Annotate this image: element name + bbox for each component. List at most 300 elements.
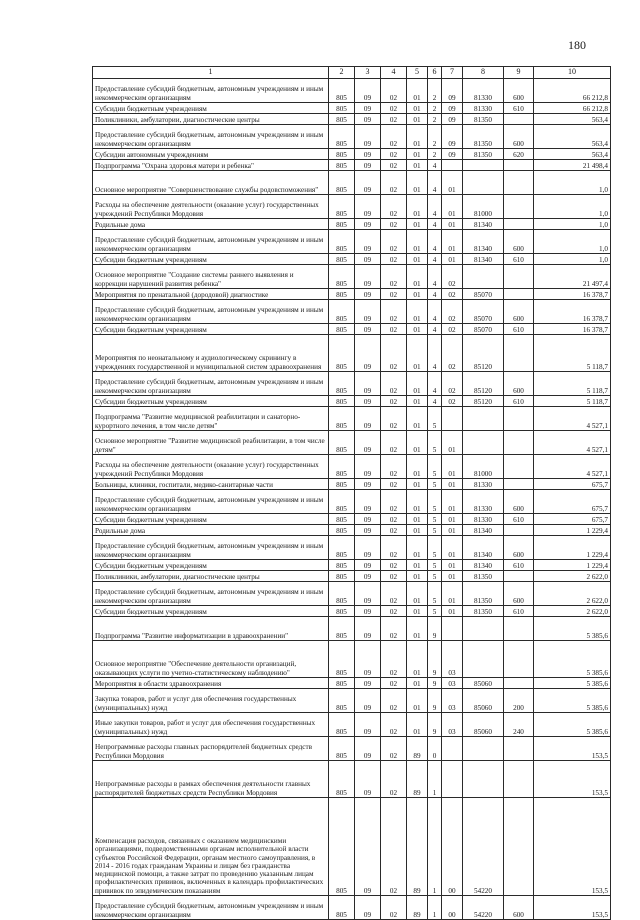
code-cell-c3: 09 [355,689,381,713]
table-row [93,125,611,149]
code-cell-c9 [504,289,534,300]
code-cell-c9 [504,737,534,761]
header-cell: 10 [534,67,611,79]
code-cell-c7: 01 [442,536,463,560]
code-cell-c2: 805 [329,114,355,125]
table-row [93,431,611,455]
table-row [93,490,611,514]
code-cell-c8 [463,431,504,455]
code-cell-c7: 01 [442,455,463,479]
code-cell-c6: 4 [428,230,442,254]
code-cell-c4: 02 [381,737,407,761]
code-cell-c3: 09 [355,479,381,490]
table-row [93,265,611,289]
table-row [93,114,611,125]
code-cell-c4: 02 [381,713,407,737]
row-name-cell: Предоставление субсидий бюджетным, автономным учреждениям и иным некоммерческим организациям [93,582,329,606]
code-cell-c9: 600 [504,896,534,920]
code-cell-c4: 02 [381,254,407,265]
code-cell-c5: 01 [407,571,428,582]
code-cell-c8: 81350 [463,582,504,606]
code-cell-c3: 09 [355,713,381,737]
table-row [93,560,611,571]
code-cell-c6: 4 [428,171,442,195]
code-cell-c3: 09 [355,289,381,300]
code-cell-c2: 805 [329,160,355,171]
code-cell-c9: 200 [504,689,534,713]
row-name-cell: Основное мероприятие "Совершенствование службы родовспоможения" [93,171,329,195]
code-cell-c7: 01 [442,479,463,490]
code-cell-c6: 4 [428,396,442,407]
code-cell-c8 [463,761,504,798]
table-row [93,455,611,479]
amount-cell: 1 229,4 [534,525,611,536]
code-cell-c5: 89 [407,896,428,920]
code-cell-c4: 02 [381,490,407,514]
code-cell-c6: 1 [428,798,442,896]
code-cell-c2: 805 [329,125,355,149]
code-cell-c4: 02 [381,536,407,560]
code-cell-c5: 01 [407,335,428,372]
code-cell-c2: 805 [329,79,355,103]
code-cell-c9 [504,431,534,455]
code-cell-c2: 805 [329,265,355,289]
row-name-cell: Предоставление субсидий бюджетным, автономным учреждениям и иным некоммерческим организациям [93,372,329,396]
code-cell-c7 [442,737,463,761]
code-cell-c6: 5 [428,490,442,514]
row-name-cell: Субсидии автономным учреждениям [93,149,329,160]
code-cell-c2: 805 [329,525,355,536]
code-cell-c3: 09 [355,761,381,798]
code-cell-c3: 09 [355,641,381,678]
code-cell-c7: 01 [442,582,463,606]
amount-cell: 5 385,6 [534,641,611,678]
code-cell-c7: 03 [442,678,463,689]
code-cell-c3: 09 [355,582,381,606]
amount-cell: 21 498,4 [534,160,611,171]
code-cell-c9 [504,265,534,289]
code-cell-c5: 01 [407,490,428,514]
code-cell-c2: 805 [329,761,355,798]
code-cell-c4: 02 [381,571,407,582]
amount-cell: 5 118,7 [534,372,611,396]
table-row [93,606,611,617]
code-cell-c2: 805 [329,536,355,560]
table-header-row [93,67,611,79]
code-cell-c8: 81350 [463,606,504,617]
amount-cell: 16 378,7 [534,289,611,300]
code-cell-c3: 09 [355,431,381,455]
code-cell-c8: 85120 [463,396,504,407]
code-cell-c5: 01 [407,536,428,560]
code-cell-c2: 805 [329,219,355,230]
code-cell-c4: 02 [381,79,407,103]
code-cell-c7: 01 [442,490,463,514]
code-cell-c3: 09 [355,125,381,149]
budget-table-body [93,67,611,920]
code-cell-c5: 01 [407,160,428,171]
code-cell-c9: 600 [504,125,534,149]
code-cell-c5: 01 [407,407,428,431]
amount-cell: 5 385,6 [534,713,611,737]
code-cell-c9: 610 [504,606,534,617]
code-cell-c2: 805 [329,171,355,195]
code-cell-c5: 01 [407,525,428,536]
code-cell-c8: 85070 [463,289,504,300]
code-cell-c4: 02 [381,896,407,920]
code-cell-c4: 02 [381,160,407,171]
code-cell-c3: 09 [355,407,381,431]
code-cell-c8 [463,641,504,678]
code-cell-c8: 81330 [463,79,504,103]
row-name-cell: Расходы на обеспечение деятельности (оказание услуг) государственных учреждений Республики Мордовия [93,455,329,479]
row-name-cell: Подпрограмма "Развитие информатизации в здравоохранении" [93,617,329,641]
row-name-cell: Больницы, клиники, госпитали, медико-санитарные части [93,479,329,490]
code-cell-c9: 600 [504,582,534,606]
code-cell-c8: 54220 [463,896,504,920]
code-cell-c5: 01 [407,125,428,149]
code-cell-c5: 01 [407,713,428,737]
code-cell-c4: 02 [381,335,407,372]
code-cell-c4: 02 [381,324,407,335]
row-name-cell: Субсидии бюджетным учреждениям [93,560,329,571]
code-cell-c2: 805 [329,737,355,761]
code-cell-c6: 1 [428,896,442,920]
code-cell-c5: 01 [407,149,428,160]
code-cell-c2: 805 [329,149,355,160]
code-cell-c4: 02 [381,125,407,149]
code-cell-c9: 610 [504,254,534,265]
table-row [93,689,611,713]
code-cell-c7: 09 [442,114,463,125]
code-cell-c6: 5 [428,479,442,490]
table-row [93,149,611,160]
amount-cell: 1,0 [534,171,611,195]
table-row [93,160,611,171]
row-name-cell: Подпрограмма "Развитие медицинской реабилитации и санаторно-курортного лечения, в том числе детям" [93,407,329,431]
code-cell-c4: 02 [381,300,407,324]
amount-cell: 153,5 [534,737,611,761]
code-cell-c9: 610 [504,514,534,525]
table-row [93,571,611,582]
code-cell-c4: 02 [381,407,407,431]
code-cell-c9 [504,798,534,896]
code-cell-c2: 805 [329,490,355,514]
row-name-cell: Предоставление субсидий бюджетным, автономным учреждениям и иным некоммерческим организациям [93,125,329,149]
code-cell-c4: 02 [381,431,407,455]
table-row [93,195,611,219]
code-cell-c9 [504,571,534,582]
amount-cell: 16 378,7 [534,324,611,335]
code-cell-c2: 805 [329,571,355,582]
code-cell-c8: 81350 [463,114,504,125]
code-cell-c6: 4 [428,372,442,396]
row-name-cell: Предоставление субсидий бюджетным, автономным учреждениям и иным некоммерческим организациям [93,300,329,324]
code-cell-c2: 805 [329,689,355,713]
header-cell: 7 [442,67,463,79]
code-cell-c7: 02 [442,335,463,372]
table-row [93,396,611,407]
code-cell-c7: 01 [442,219,463,230]
code-cell-c7: 02 [442,265,463,289]
code-cell-c8: 81330 [463,490,504,514]
code-cell-c4: 02 [381,149,407,160]
code-cell-c3: 09 [355,324,381,335]
code-cell-c7 [442,761,463,798]
code-cell-c4: 02 [381,525,407,536]
code-cell-c6: 4 [428,254,442,265]
amount-cell: 66 212,8 [534,79,611,103]
code-cell-c6: 0 [428,737,442,761]
code-cell-c8: 81000 [463,195,504,219]
code-cell-c7: 02 [442,300,463,324]
code-cell-c3: 09 [355,372,381,396]
budget-table [92,66,611,920]
code-cell-c6: 5 [428,560,442,571]
code-cell-c5: 01 [407,114,428,125]
row-name-cell: Предоставление субсидий бюджетным, автономным учреждениям и иным некоммерческим организациям [93,490,329,514]
code-cell-c7: 00 [442,798,463,896]
code-cell-c3: 09 [355,455,381,479]
code-cell-c3: 09 [355,300,381,324]
row-name-cell: Субсидии бюджетным учреждениям [93,396,329,407]
code-cell-c4: 02 [381,606,407,617]
row-name-cell: Расходы на обеспечение деятельности (оказание услуг) государственных учреждений Республики Мордовия [93,195,329,219]
code-cell-c8: 81350 [463,149,504,160]
code-cell-c7: 01 [442,560,463,571]
code-cell-c5: 01 [407,514,428,525]
amount-cell: 675,7 [534,479,611,490]
code-cell-c4: 02 [381,265,407,289]
code-cell-c5: 01 [407,455,428,479]
code-cell-c3: 09 [355,896,381,920]
header-cell: 4 [381,67,407,79]
row-name-cell: Предоставление субсидий бюджетным, автономным учреждениям и иным некоммерческим организациям [93,79,329,103]
row-name-cell: Поликлиники, амбулатории, диагностические центры [93,571,329,582]
amount-cell: 675,7 [534,514,611,525]
code-cell-c9: 600 [504,300,534,324]
code-cell-c3: 09 [355,114,381,125]
code-cell-c3: 09 [355,171,381,195]
code-cell-c3: 09 [355,396,381,407]
code-cell-c3: 09 [355,514,381,525]
amount-cell: 675,7 [534,490,611,514]
amount-cell: 1,0 [534,230,611,254]
code-cell-c8: 81340 [463,219,504,230]
code-cell-c9 [504,407,534,431]
code-cell-c5: 01 [407,479,428,490]
code-cell-c9: 610 [504,324,534,335]
code-cell-c5: 01 [407,324,428,335]
row-name-cell: Мероприятия по неонатальному и аудиологическому скринингу в учреждениях государственной и муниципальной систем здравоохранения [93,335,329,372]
header-cell: 1 [93,67,329,79]
amount-cell: 1,0 [534,254,611,265]
code-cell-c2: 805 [329,560,355,571]
table-row [93,896,611,920]
code-cell-c3: 09 [355,606,381,617]
row-name-cell: Непрограммные расходы в рамках обеспечения деятельности главных распорядителей бюджетных средств Республики Мордовия [93,761,329,798]
code-cell-c5: 01 [407,560,428,571]
amount-cell: 5 385,6 [534,678,611,689]
code-cell-c2: 805 [329,372,355,396]
code-cell-c2: 805 [329,479,355,490]
code-cell-c6: 4 [428,160,442,171]
code-cell-c2: 805 [329,641,355,678]
code-cell-c9: 620 [504,149,534,160]
code-cell-c4: 02 [381,641,407,678]
table-row [93,372,611,396]
table-row [93,798,611,896]
row-name-cell: Предоставление субсидий бюджетным, автономным учреждениям и иным некоммерческим организациям [93,230,329,254]
amount-cell: 5 385,6 [534,617,611,641]
code-cell-c5: 01 [407,431,428,455]
code-cell-c6: 2 [428,114,442,125]
code-cell-c5: 01 [407,219,428,230]
code-cell-c2: 805 [329,617,355,641]
code-cell-c8: 85120 [463,335,504,372]
code-cell-c6: 5 [428,431,442,455]
code-cell-c9 [504,525,534,536]
code-cell-c4: 02 [381,114,407,125]
code-cell-c5: 01 [407,606,428,617]
table-row [93,514,611,525]
code-cell-c8: 81350 [463,571,504,582]
code-cell-c9 [504,335,534,372]
code-cell-c8: 81330 [463,479,504,490]
table-row [93,103,611,114]
code-cell-c9 [504,761,534,798]
code-cell-c2: 805 [329,324,355,335]
code-cell-c6: 9 [428,678,442,689]
code-cell-c6: 9 [428,689,442,713]
code-cell-c2: 805 [329,396,355,407]
code-cell-c8: 81340 [463,525,504,536]
code-cell-c5: 01 [407,254,428,265]
code-cell-c8: 81330 [463,514,504,525]
code-cell-c7: 09 [442,149,463,160]
code-cell-c8: 85120 [463,372,504,396]
table-row [93,79,611,103]
table-row [93,536,611,560]
code-cell-c8: 85060 [463,678,504,689]
code-cell-c2: 805 [329,713,355,737]
code-cell-c4: 02 [381,678,407,689]
row-name-cell: Непрограммные расходы главных распорядителей бюджетных средств Республики Мордовия [93,737,329,761]
code-cell-c4: 02 [381,617,407,641]
amount-cell: 4 527,1 [534,455,611,479]
code-cell-c9 [504,195,534,219]
amount-cell: 4 527,1 [534,431,611,455]
code-cell-c8: 81350 [463,125,504,149]
code-cell-c6: 2 [428,125,442,149]
code-cell-c8 [463,171,504,195]
header-cell: 3 [355,67,381,79]
code-cell-c8 [463,160,504,171]
code-cell-c9: 610 [504,560,534,571]
code-cell-c9 [504,617,534,641]
code-cell-c3: 09 [355,254,381,265]
code-cell-c9 [504,479,534,490]
code-cell-c8: 81330 [463,103,504,114]
amount-cell: 2 622,0 [534,571,611,582]
code-cell-c6: 5 [428,571,442,582]
code-cell-c6: 4 [428,300,442,324]
code-cell-c8 [463,617,504,641]
code-cell-c5: 01 [407,641,428,678]
table-row [93,713,611,737]
code-cell-c6: 5 [428,514,442,525]
code-cell-c7: 01 [442,254,463,265]
code-cell-c3: 09 [355,265,381,289]
amount-cell: 153,5 [534,896,611,920]
code-cell-c7 [442,160,463,171]
code-cell-c7: 02 [442,396,463,407]
code-cell-c7: 02 [442,324,463,335]
code-cell-c8: 85060 [463,713,504,737]
code-cell-c7: 01 [442,431,463,455]
header-cell: 6 [428,67,442,79]
row-name-cell: Субсидии бюджетным учреждениям [93,103,329,114]
code-cell-c4: 02 [381,560,407,571]
code-cell-c5: 89 [407,761,428,798]
code-cell-c3: 09 [355,230,381,254]
code-cell-c8: 81340 [463,254,504,265]
amount-cell: 153,5 [534,761,611,798]
code-cell-c2: 805 [329,335,355,372]
code-cell-c4: 02 [381,219,407,230]
code-cell-c9: 600 [504,372,534,396]
code-cell-c7: 02 [442,289,463,300]
code-cell-c6: 9 [428,641,442,678]
header-cell: 2 [329,67,355,79]
row-name-cell: Мероприятия в области здравоохранения [93,678,329,689]
code-cell-c7: 03 [442,641,463,678]
code-cell-c2: 805 [329,798,355,896]
code-cell-c2: 805 [329,678,355,689]
amount-cell: 1,0 [534,219,611,230]
code-cell-c6: 5 [428,606,442,617]
code-cell-c6: 4 [428,219,442,230]
code-cell-c5: 01 [407,678,428,689]
amount-cell: 153,5 [534,798,611,896]
code-cell-c5: 01 [407,230,428,254]
row-name-cell: Подпрограмма "Охрана здоровья матери и ребенка" [93,160,329,171]
code-cell-c6: 9 [428,617,442,641]
code-cell-c6: 2 [428,103,442,114]
table-row [93,219,611,230]
header-cell: 5 [407,67,428,79]
code-cell-c7: 09 [442,125,463,149]
code-cell-c8: 85070 [463,324,504,335]
code-cell-c4: 02 [381,171,407,195]
code-cell-c6: 4 [428,195,442,219]
table-row [93,678,611,689]
code-cell-c5: 01 [407,689,428,713]
code-cell-c6: 1 [428,761,442,798]
code-cell-c9: 610 [504,396,534,407]
code-cell-c3: 09 [355,536,381,560]
code-cell-c8: 85060 [463,689,504,713]
page-number: 180 [568,38,586,52]
code-cell-c2: 805 [329,195,355,219]
table-row [93,254,611,265]
row-name-cell: Основное мероприятие "Создание системы раннего выявления и коррекции нарушений развития ребенка" [93,265,329,289]
header-cell: 8 [463,67,504,79]
code-cell-c8: 81340 [463,230,504,254]
code-cell-c7: 09 [442,79,463,103]
table-row [93,479,611,490]
code-cell-c4: 02 [381,230,407,254]
